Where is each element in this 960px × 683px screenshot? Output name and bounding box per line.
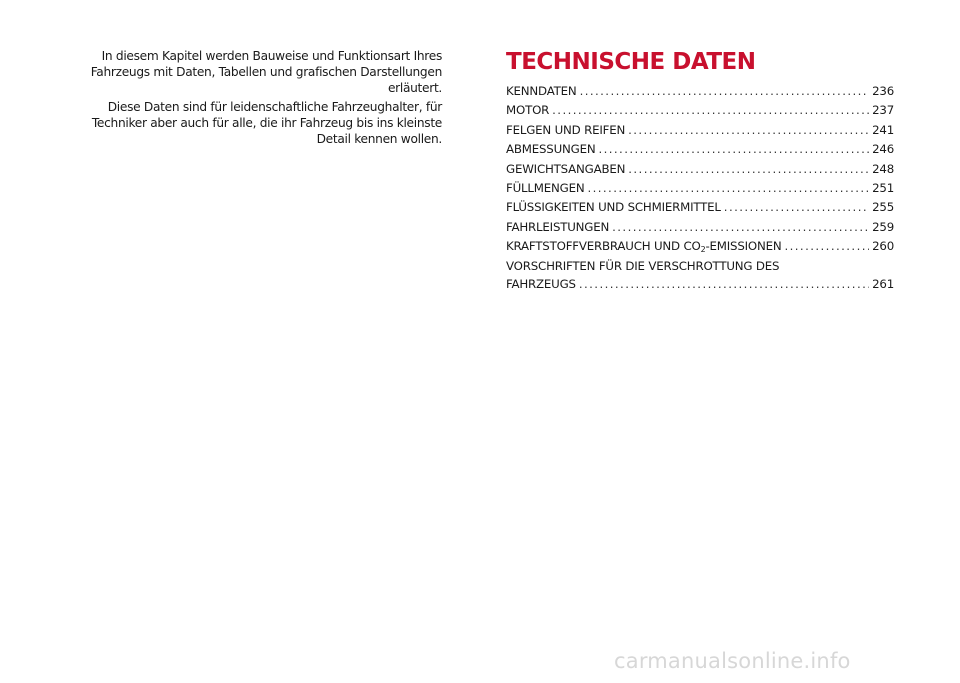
toc-entry-gewichtsangaben[interactable]	[506, 160, 894, 179]
toc-entry-verschrottung[interactable]	[506, 257, 894, 294]
toc-entry-fuellmengen[interactable]	[506, 179, 894, 198]
toc-leader-dots	[724, 198, 869, 217]
toc-leader-dots	[552, 101, 869, 120]
toc-page-number: 248	[872, 161, 894, 176]
toc-page-number: 259	[872, 219, 894, 234]
toc-entry-line2	[506, 275, 894, 294]
toc-page-number: 237	[872, 103, 894, 118]
toc-entry-motor[interactable]	[506, 101, 894, 120]
watermark-text: carmanualsonline.info	[614, 649, 851, 673]
toc-entry-title: MOTOR	[506, 103, 550, 118]
toc-entry-title: FLÜSSIGKEITEN UND SCHMIERMITTEL	[506, 200, 721, 215]
toc-entry-title: FAHRZEUGS	[506, 276, 576, 291]
toc-entry-title: FÜLLMENGEN	[506, 181, 585, 196]
toc-entry-abmessungen[interactable]	[506, 140, 894, 159]
chapter-introduction	[60, 48, 442, 150]
toc-entry-title: ABMESSUNGEN	[506, 142, 596, 157]
toc-entry-title-line1: VORSCHRIFTEN FÜR DIE VERSCHROTTUNG DES	[506, 258, 780, 273]
toc-page-number: 260	[872, 239, 894, 254]
toc-leader-dots	[784, 237, 869, 256]
toc-entry-title: FAHRLEISTUNGEN	[506, 219, 610, 234]
toc-page-number: 251	[872, 181, 894, 196]
toc-leader-dots	[587, 179, 869, 198]
toc-entry-kraftstoffverbrauch[interactable]	[506, 237, 894, 256]
table-of-contents	[506, 82, 894, 294]
toc-page-number: 241	[872, 122, 894, 137]
toc-entry-title	[506, 237, 781, 256]
toc-page-number: 246	[872, 142, 894, 157]
toc-entry-kenndaten[interactable]	[506, 82, 894, 101]
intro-paragraph: In diesem Kapitel werden Bauweise und Funktionsart Ihres Fahrzeugs mit Daten, Tabellen und grafischen Darstellungen erläutert.	[90, 49, 442, 95]
toc-entry-title: GEWICHTSANGABEN	[506, 161, 626, 176]
toc-entry-fahrleistungen[interactable]	[506, 218, 894, 237]
toc-leader-dots	[598, 140, 869, 159]
toc-entry-title: FELGEN UND REIFEN	[506, 122, 626, 137]
chapter-title: TECHNISCHE DATEN	[506, 49, 756, 75]
toc-title-prefix: KRAFTSTOFFVERBRAUCH UND CO	[506, 239, 701, 254]
toc-entry-fluessigkeiten-und-schmiermittel[interactable]	[506, 198, 894, 217]
toc-leader-dots	[628, 160, 869, 179]
toc-leader-dots	[579, 275, 869, 294]
toc-entry-felgen-und-reifen[interactable]	[506, 121, 894, 140]
toc-page-number: 236	[872, 84, 894, 98]
toc-page-number: 255	[872, 200, 894, 215]
intro-paragraph: Diese Daten sind für leidenschaftliche Fahrzeughalter, für Techniker aber auch für alle, die ihr Fahrzeug bis ins kleinste Detail kennen wollen.	[91, 100, 442, 146]
toc-leader-dots	[580, 82, 870, 101]
toc-leader-dots	[612, 218, 869, 237]
toc-page-number: 261	[872, 276, 894, 291]
toc-title-suffix: -EMISSIONEN	[705, 239, 782, 254]
toc-entry-title: KENNDATEN	[506, 84, 577, 98]
toc-leader-dots	[628, 121, 869, 140]
toc-title-subscript: 2	[700, 245, 706, 255]
